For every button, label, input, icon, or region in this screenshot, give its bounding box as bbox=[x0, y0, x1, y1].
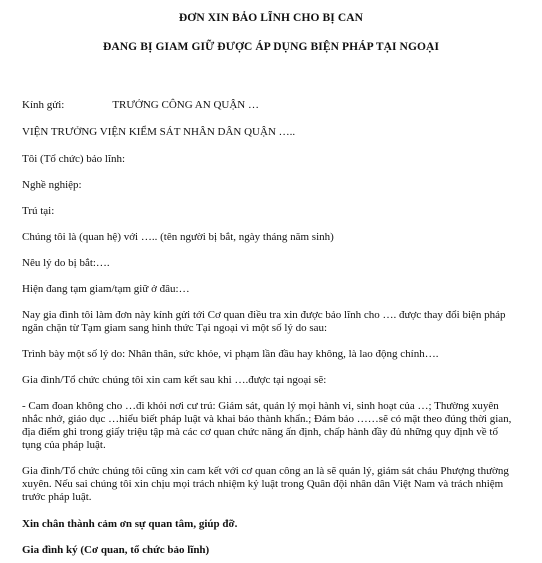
paragraph-line: Nay gia đình tôi làm đơn này kính gửi tới Cơ quan điều tra xin được bảo lĩnh cho …. được thay đổi biện pháp bbox=[22, 309, 506, 321]
document-subtitle: ĐANG BỊ GIAM GIỮ ĐƯỢC ÁP DỤNG BIỆN PHÁP TẠI NGOẠI bbox=[102, 41, 440, 53]
paragraph-line: nhắc nhở, giáo dục …hiểu biết pháp luật và khai báo thành khẩn.; Đảm bảo ……sẽ có mặt theo đúng thời gian, bbox=[22, 413, 512, 425]
relation-field: Chúng tôi là (quan hệ) với ….. (tên người bị bắt, ngày tháng năm sinh) bbox=[22, 231, 334, 243]
recipient-line-1 bbox=[22, 99, 522, 112]
recipient-2: VIỆN TRƯỞNG VIỆN KIỂM SÁT NHÂN DÂN QUẬN ….. bbox=[22, 126, 296, 138]
commitment-paragraph bbox=[22, 400, 522, 452]
paragraph-line: - Cam đoan không cho …đi khỏi nơi cư trú: Giám sát, quản lý mọi hành vi, sinh hoạt của …; Thường xuyên bbox=[22, 400, 499, 412]
paragraph-line: trước pháp luật. bbox=[22, 491, 92, 503]
recipient-label: Kính gửi: bbox=[22, 99, 65, 111]
recipient-1: TRƯỞNG CÔNG AN QUẬN … bbox=[112, 99, 259, 111]
guarantor-field: Tôi (Tổ chức) bảo lĩnh: bbox=[22, 153, 126, 165]
paragraph-line: xuyên. Nếu sai chúng tôi xin chịu mọi trách nhiệm kỷ luật trong Quân đội nhân dân Việt Nam và trách nhiệm bbox=[22, 478, 504, 490]
commitment-intro: Gia đình/Tổ chức chúng tôi xin cam kết sau khi ….được tại ngoại sẽ: bbox=[22, 374, 327, 386]
request-paragraph bbox=[22, 309, 522, 335]
paragraph-line: Gia đình/Tổ chức chúng tôi cũng xin cam kết với cơ quan công an là sẽ quản lý, giám sát cháu Phượng thường bbox=[22, 465, 509, 477]
supervision-paragraph bbox=[22, 465, 522, 504]
occupation-field: Nghề nghiệp: bbox=[22, 179, 82, 191]
paragraph-line: địa điểm ghi trong giấy triệu tập mà các cơ quan chức năng ấn định, chấp hành đầy đủ những quy định về tố bbox=[22, 426, 498, 438]
document-title: ĐƠN XIN BẢO LĨNH CHO BỊ CAN bbox=[178, 12, 364, 24]
thanks-line: Xin chân thành cảm ơn sự quan tâm, giúp đỡ. bbox=[22, 518, 238, 530]
reasons-paragraph: Trình bày một số lý do: Nhân thân, sức khỏe, vi phạm lần đầu hay không, là lao động chính…. bbox=[22, 348, 439, 360]
residence-field: Trú tại: bbox=[22, 205, 55, 217]
arrest-reason-field: Nêu lý do bị bắt:…. bbox=[22, 257, 110, 269]
paragraph-line: ngăn chặn từ Tạm giam sang hình thức Tại ngoại vì một số lý do sau: bbox=[22, 322, 328, 334]
detention-place-field: Hiện đang tạm giam/tạm giữ ở đâu:… bbox=[22, 283, 190, 295]
paragraph-line: tụng của pháp luật. bbox=[22, 439, 106, 451]
signature-line: Gia đình ký (Cơ quan, tổ chức bảo lĩnh) bbox=[22, 544, 210, 556]
